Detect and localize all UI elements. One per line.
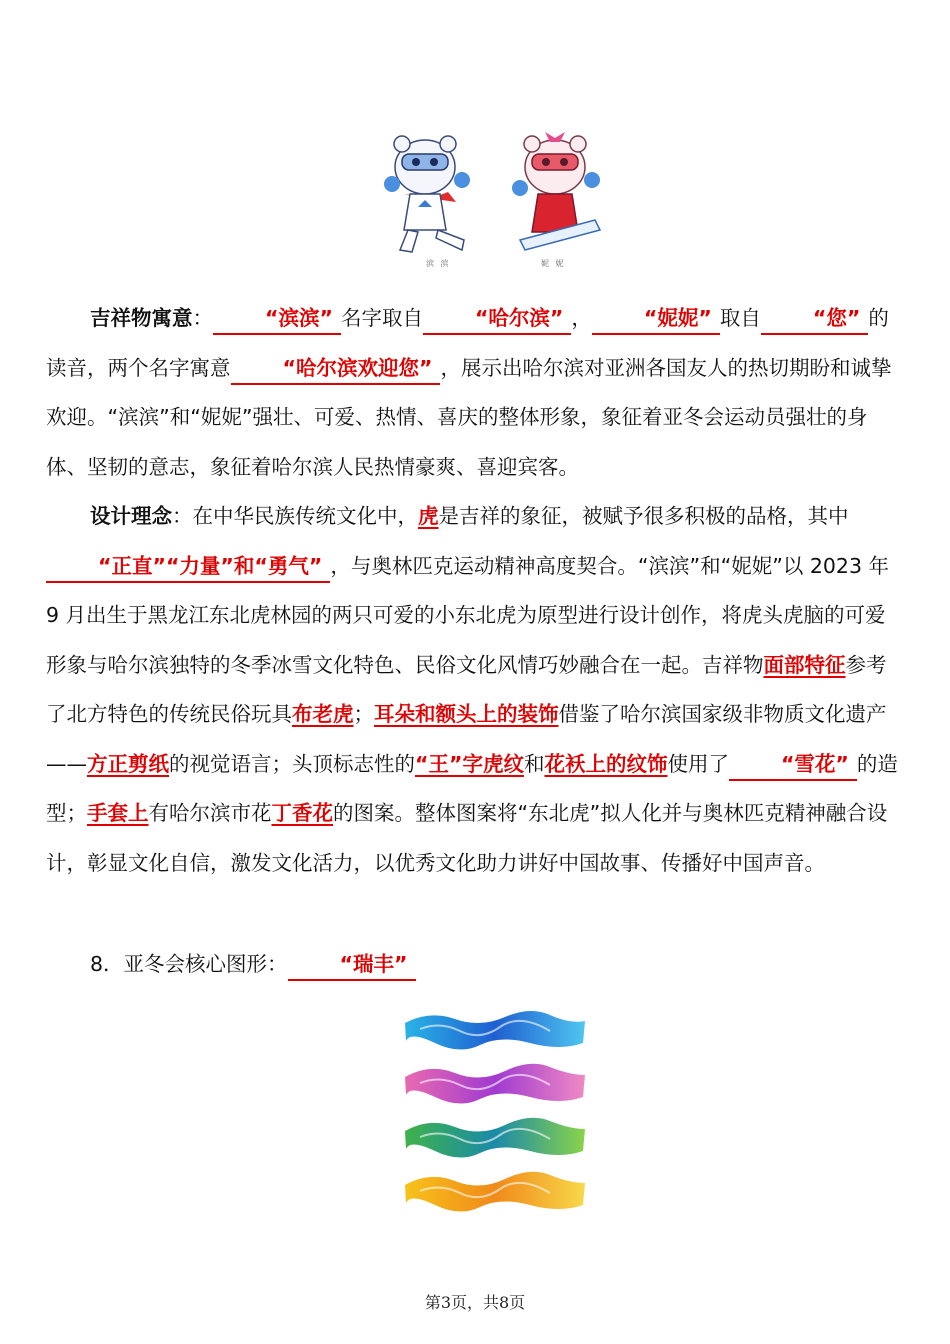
text-segment: 取自 bbox=[719, 306, 761, 330]
mascot-meaning-label: 吉祥物寓意 bbox=[90, 306, 193, 330]
page-footer: 第3页，共8页 bbox=[424, 1293, 526, 1312]
highlight-facial-features: 面部特征 bbox=[763, 652, 846, 677]
highlight-tiger: 虎 bbox=[418, 504, 439, 528]
highlight-jacket-pattern: 花袄上的纹饰 bbox=[544, 751, 668, 776]
text-segment: ： bbox=[192, 306, 213, 330]
binbin-mascot bbox=[384, 136, 470, 252]
answer-nini: “妮妮” bbox=[592, 303, 720, 335]
text-segment: 是吉祥的象征，被赋予很多积极的品格，其中 bbox=[438, 504, 849, 528]
text-segment: ，与奥林匹克运动精神高度契合。“滨滨”和“妮妮”以 2023 年 9 月出生于黑龙江东北虎林园的两只可爱的小东北虎为原型进行设计创作，将虎头虎脑的可爱形象与哈尔滨独特的冬季冰雪文化特色、民俗文化风情巧妙融合在一起。吉祥物 bbox=[46, 553, 890, 677]
text-segment: ：在中华民族传统文化中， bbox=[172, 504, 418, 528]
highlight-cloth-tiger: 布老虎 bbox=[292, 702, 354, 726]
text-segment: 和 bbox=[523, 751, 545, 776]
text-segment: 的视觉语言；头顶标志性的 bbox=[169, 751, 415, 776]
text-segment: 参考了北方特色的传统民俗玩具 bbox=[46, 652, 887, 726]
text-segment: ； bbox=[353, 702, 374, 726]
text-segment: 有哈尔滨市花 bbox=[148, 801, 272, 825]
mascot-meaning-section bbox=[46, 294, 906, 492]
answer-ruifeng: “瑞丰” bbox=[288, 949, 416, 981]
highlight-wang-pattern: “王”字虎纹 bbox=[415, 751, 524, 776]
answer-nin: “您” bbox=[761, 303, 868, 335]
answer-binbin: “滨滨” bbox=[213, 303, 341, 335]
text-segment: 的图案。整体图案将“东北虎”拟人化并与奥林匹克精神融合设计，彰显文化自信，激发文化活力，以优秀文化助力讲好中国故事、传播好中国声音。 bbox=[46, 801, 888, 875]
nini-mascot bbox=[512, 132, 600, 250]
text-segment: 使用了 bbox=[667, 751, 729, 776]
design-concept-section bbox=[46, 492, 906, 888]
text-segment: 借鉴了哈尔滨国家级非物质文化遗产—— bbox=[46, 702, 887, 776]
mascot-meaning-paragraph bbox=[46, 294, 906, 492]
ruifeng-core-graphic bbox=[400, 1005, 590, 1220]
highlight-ear-decoration: 耳朵和额头上的装饰 bbox=[374, 702, 559, 726]
text-segment: 的造型； bbox=[46, 751, 898, 825]
text-segment: 名字取自 bbox=[340, 306, 423, 330]
nini-caption: 妮 妮 bbox=[541, 259, 566, 268]
binbin-caption: 滨 滨 bbox=[426, 259, 451, 268]
design-concept-label: 设计理念 bbox=[90, 504, 172, 528]
mascot-illustration bbox=[380, 122, 620, 272]
text-segment: ， bbox=[571, 306, 592, 330]
answer-snowflake: “雪花” bbox=[729, 749, 857, 781]
item-8-label: 8．亚冬会核心图形： bbox=[90, 952, 288, 976]
item-8-section bbox=[46, 940, 906, 990]
highlight-lilac: 丁香花 bbox=[271, 801, 333, 825]
item-8-line bbox=[46, 940, 906, 990]
text-segment: 的读音，两个名字寓意 bbox=[46, 306, 889, 380]
design-concept-paragraph bbox=[46, 492, 906, 888]
highlight-gloves: 手套上 bbox=[87, 801, 149, 825]
highlight-paper-cutting: 方正剪纸 bbox=[87, 751, 169, 776]
answer-harbin: “哈尔滨” bbox=[423, 303, 571, 335]
text-segment: ，展示出哈尔滨对亚洲各国友人的热切期盼和诚挚欢迎。“滨滨”和“妮妮”强壮、可爱、热情、喜庆的整体形象，象征着亚冬会运动员强壮的身体、坚韧的意志，象征着哈尔滨人民热情豪爽、喜迎宾客。 bbox=[46, 355, 892, 479]
answer-virtues: “正直”“力量”和“勇气” bbox=[46, 551, 330, 583]
answer-harbin-welcomes-you: “哈尔滨欢迎您” bbox=[231, 353, 441, 385]
